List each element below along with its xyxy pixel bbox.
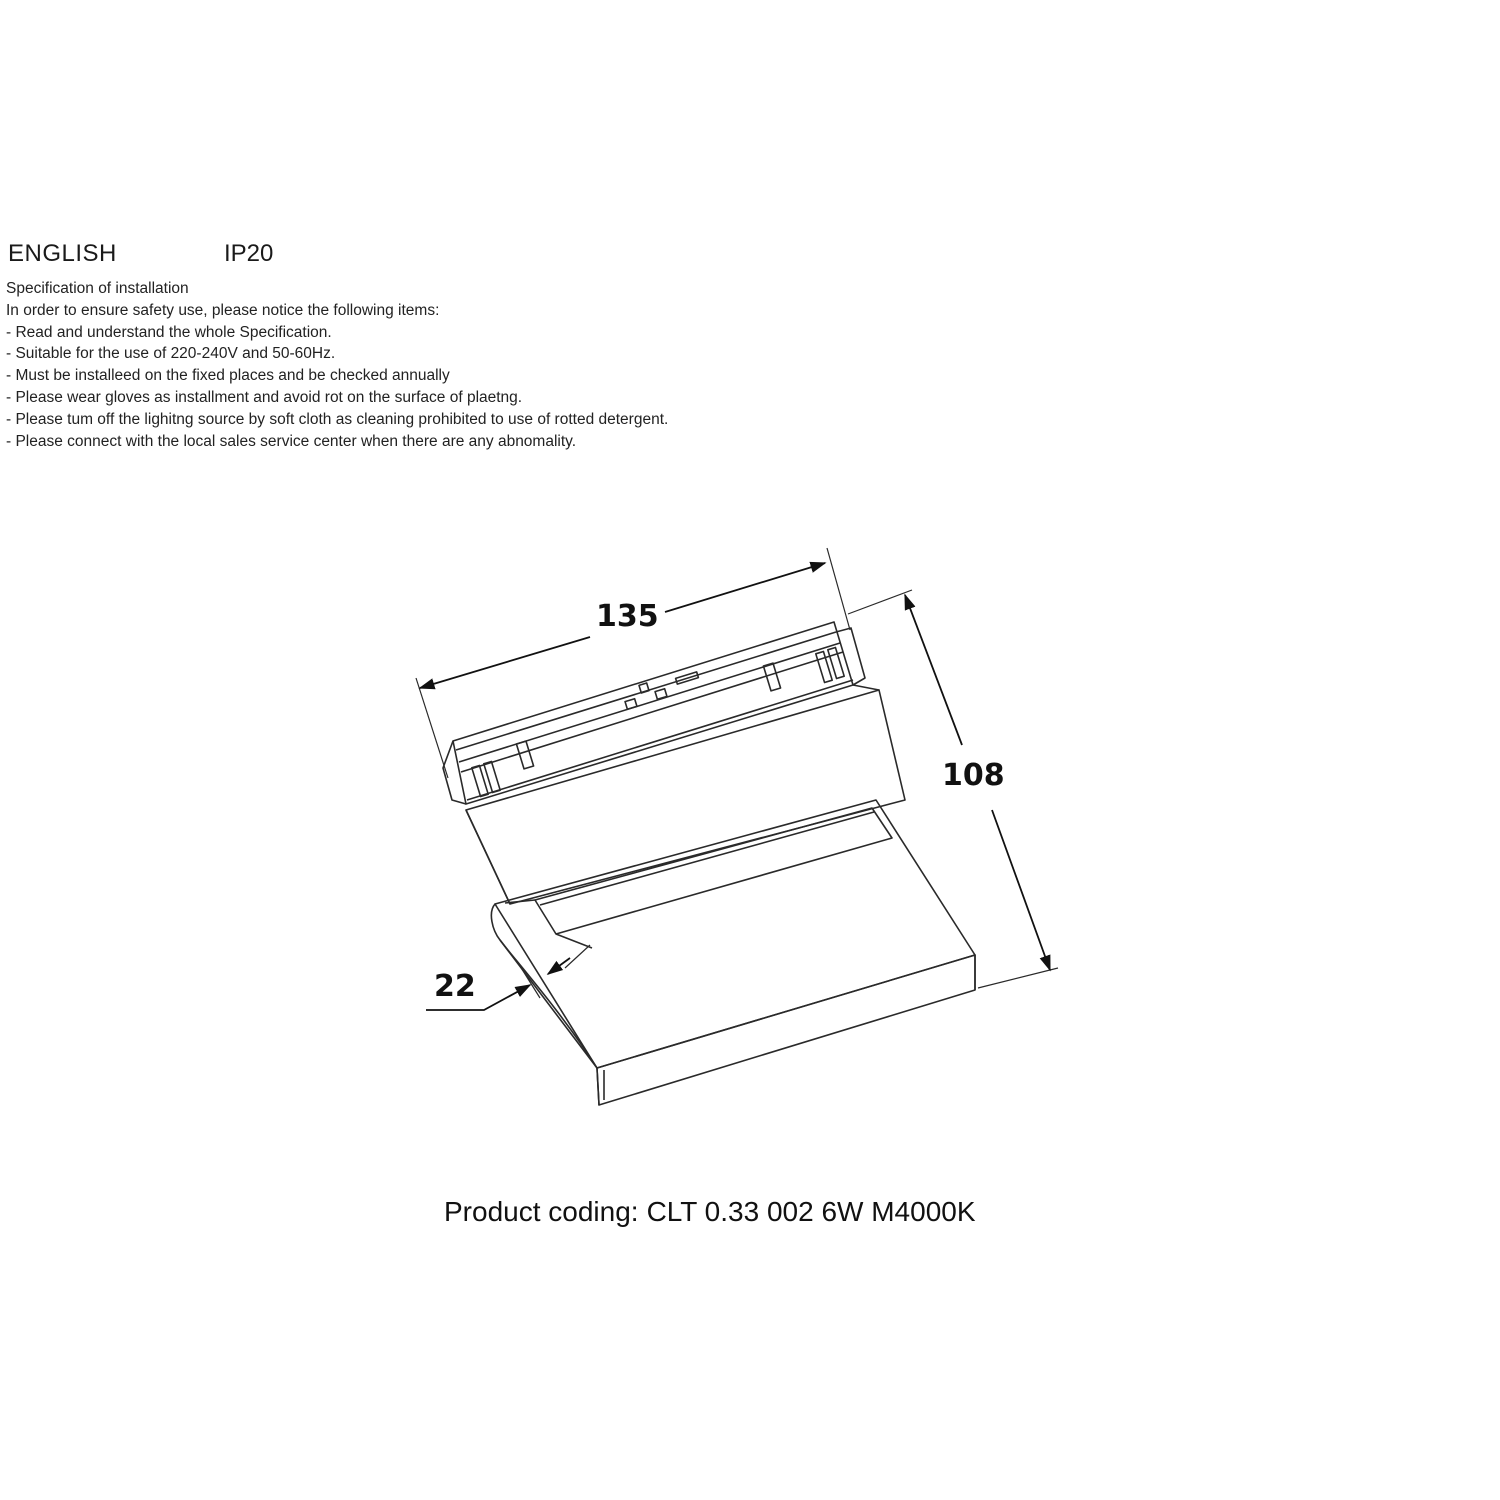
instruction-item: - Please wear gloves as installment and avoid rot on the surface of plaetng.	[6, 388, 523, 406]
dimension-line-height	[992, 810, 1050, 970]
dimension-line-height	[905, 595, 962, 745]
instructions-intro: In order to ensure safety use, please notice the following items:	[6, 301, 440, 319]
instruction-item: - Please tum off the lighitng source by soft cloth as cleaning prohibited to use of rotted detergent.	[6, 410, 669, 428]
instruction-item: - Read and understand the whole Specification.	[6, 323, 332, 341]
instructions-title: Specification of installation	[6, 280, 189, 297]
back-plate	[466, 685, 905, 904]
light-panel	[491, 800, 975, 1105]
instruction-item: - Please connect with the local sales service center when there are any abnomality.	[6, 432, 577, 450]
dimension-label-length: 135	[596, 599, 659, 634]
dimension-label-height: 108	[942, 758, 1005, 793]
product-code: CLT 0.33 002 6W M4000K	[646, 1196, 976, 1227]
instruction-item: - Must be installeed on the fixed places and be checked annually	[6, 367, 450, 385]
dimension-label-thickness: 22	[434, 969, 476, 1004]
ip-rating: IP20	[224, 240, 274, 267]
dimension-line-length	[420, 637, 590, 688]
language-label: ENGLISH	[8, 240, 117, 267]
dimension-line-length	[665, 563, 825, 612]
instruction-item: - Suitable for the use of 220-240V and 50-60Hz.	[6, 345, 336, 363]
product-coding-label: Product coding:	[444, 1196, 639, 1227]
product-coding	[444, 1196, 976, 1228]
